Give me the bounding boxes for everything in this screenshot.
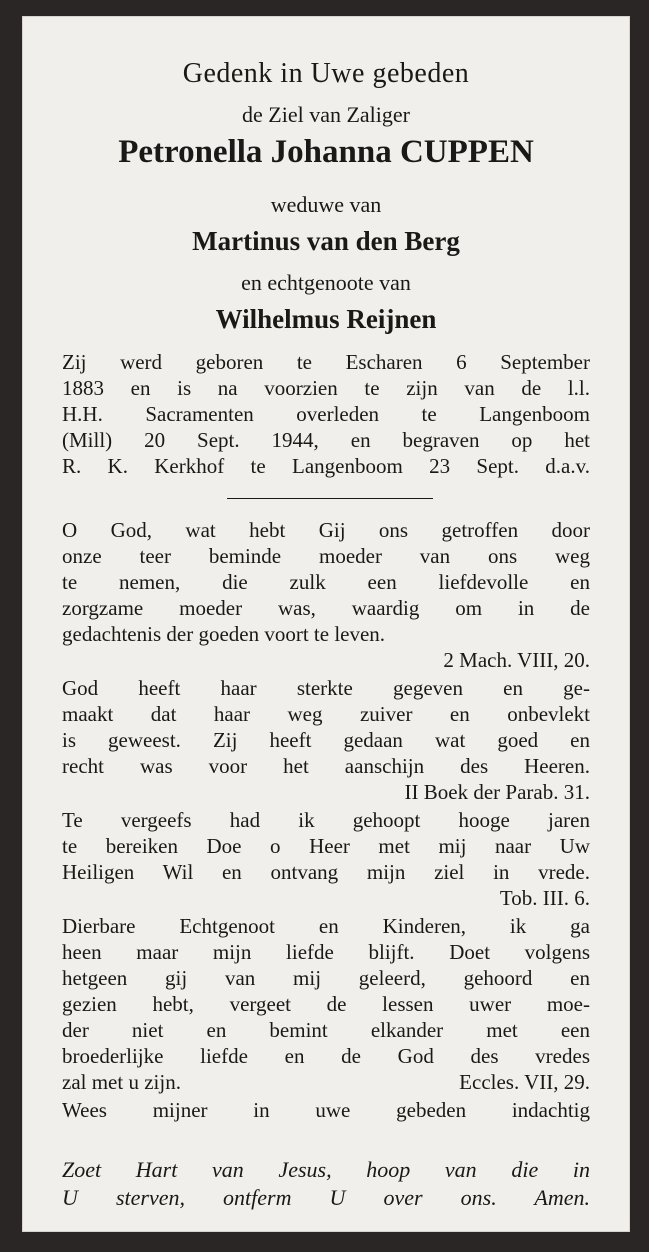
verse-line: broederlijke liefde en de God des vredes [62,1044,590,1068]
bio-line: (Mill) 20 Sept. 1944, en begraven op het [62,428,590,452]
first-spouse-name: Martinus van den Berg [192,226,460,256]
verse-line: te nemen, die zulk een liefdevolle en [62,570,590,594]
scripture-reference: 2 Mach. VIII, 20. [443,648,590,672]
prayer-line: U sterven, ontferm U over ons. Amen. [62,1185,590,1210]
verse-line: Te vergeefs had ik gehoopt hooge jaren [62,808,590,832]
verse-line: is geweest. Zij heeft gedaan wat goed en [62,728,590,752]
verse-line: te bereiken Doe o Heer met mij naar Uw [62,834,590,858]
subheading-line: de Ziel van Zaliger [242,102,410,127]
verse-line: zorgzame moeder was, waardig om in de [62,596,590,620]
bio-line: R. K. Kerkhof te Langenboom 23 Sept. d.a.v. [62,454,590,478]
memorial-card [22,16,630,1232]
verse-line: zal met u zijn. [62,1070,181,1094]
verse-line: onze teer beminde moeder van ons weg [62,544,590,568]
bio-line: Zij werd geboren te Escharen 6 September [62,350,590,374]
verse-line: maakt dat haar weg zuiver en onbevlekt [62,702,590,726]
verse-line: der niet en bemint elkander met een [62,1018,590,1042]
bio-line: 1883 en is na voorzien te zijn van de l.l. [62,376,590,400]
verse-line: recht was voor het aanschijn des Heeren. [62,754,590,778]
widow-of-line: weduwe van [270,192,382,217]
scripture-reference: Eccles. VII, 29. [459,1070,590,1094]
heading-line: Gedenk in Uwe gebeden [182,58,470,89]
divider [227,498,433,499]
verse-line: O God, wat hebt Gij ons getroffen door [62,518,590,542]
verse-line: gedachtenis der goeden voort te leven. [62,622,386,646]
bio-line: H.H. Sacramenten overleden te Langenboom [62,402,590,426]
second-spouse-name: Wilhelmus Reijnen [215,304,437,334]
scripture-reference: II Boek der Parab. 31. [404,780,590,804]
verse-line: Dierbare Echtgenoot en Kinderen, ik ga [62,914,590,938]
wife-of-line: en echtgenoote van [241,270,411,295]
verse-line: Heiligen Wil en ontvang mijn ziel in vrede. [62,860,590,884]
prayer-line: Zoet Hart van Jesus, hoop van die in [62,1157,590,1182]
deceased-name: Petronella Johanna CUPPEN [118,134,534,170]
verse-line: gezien hebt, vergeet de lessen uwer moe- [62,992,590,1016]
closing-line: Wees mijner in uwe gebeden indachtig [62,1098,590,1122]
scripture-reference: Tob. III. 6. [499,886,590,910]
verse-line: heen maar mijn liefde blijft. Doet volgens [62,940,590,964]
verse-line: God heeft haar sterkte gegeven en ge- [62,676,590,700]
verse-line: hetgeen gij van mij geleerd, gehoord en [62,966,590,990]
